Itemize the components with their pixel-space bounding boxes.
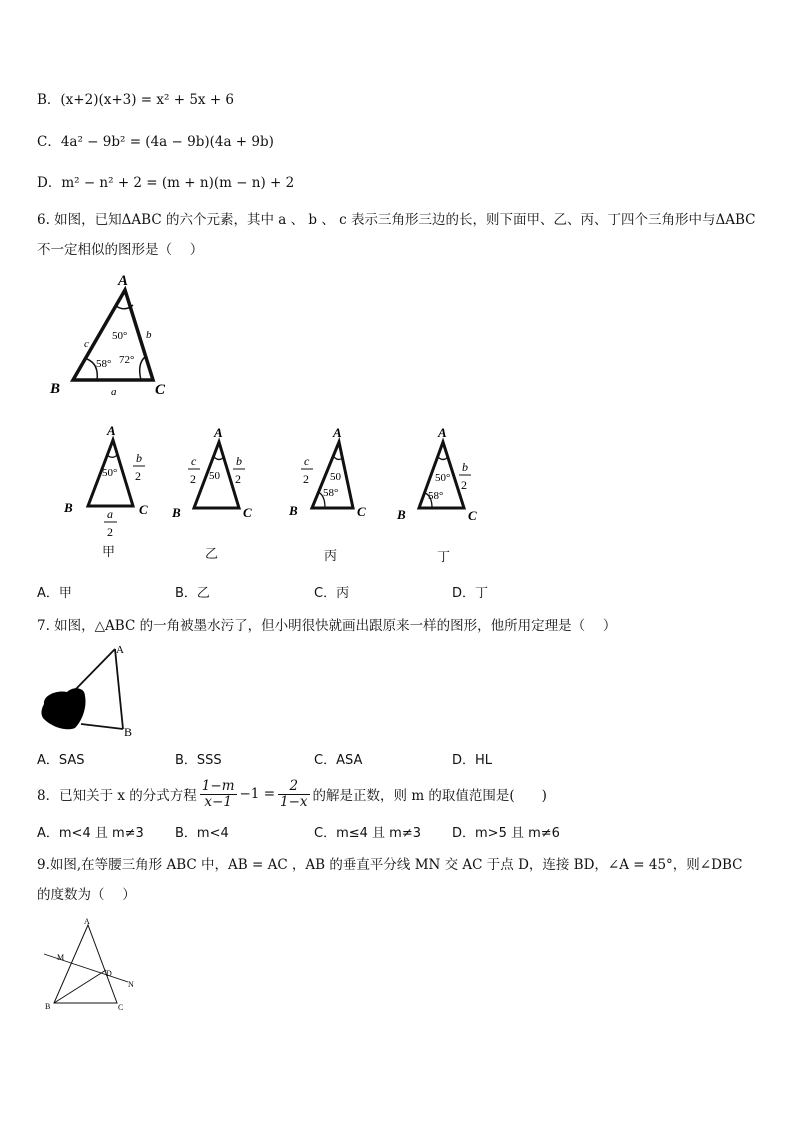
q6-caption-jia: 甲 xyxy=(102,545,116,560)
jia-label-c: C xyxy=(139,502,148,517)
q9-label-c: C xyxy=(118,1003,124,1012)
ding-label-c: C xyxy=(468,508,477,523)
ding-label-a: A xyxy=(438,425,447,440)
ding-right-den: 2 xyxy=(461,478,467,492)
jia-bottom-num: a xyxy=(107,507,113,521)
q9-label-b: B xyxy=(45,1002,51,1011)
q8-option-b: B．m<4 xyxy=(175,826,229,841)
q7-ink-triangle-figure xyxy=(35,640,145,740)
q6-figure-yi xyxy=(170,420,270,530)
q6-caption-yi: 乙 xyxy=(205,547,219,562)
jia-label-a: A xyxy=(107,423,116,438)
q8-fraction-1 xyxy=(200,779,237,810)
q9-triangle-abc xyxy=(54,925,117,1003)
yi-right-den: 2 xyxy=(235,472,241,486)
bing-label-c: C xyxy=(357,504,366,519)
bing-left-num: c xyxy=(304,454,310,468)
main-label-c: C xyxy=(155,382,166,398)
q8-mid: −1 = xyxy=(239,786,276,802)
q7-text: 7. 如图，△ABC 的一角被墨水污了，但小明很快就画出跟原来一样的图形，他所用定理是（ ） xyxy=(37,618,617,634)
q8-frac1-num: 1−m xyxy=(201,777,235,794)
ink-blot xyxy=(41,688,85,729)
yi-right-num: b xyxy=(236,454,242,468)
q8-frac2-den: 1−x xyxy=(280,793,308,810)
q9-label-m: M xyxy=(57,953,65,962)
q8-suffix: 的解是正数，则 m 的取值范围是( ) xyxy=(312,788,547,804)
q6-text-line2: 不一定相似的图形是（ ） xyxy=(37,242,204,258)
option-b-prev: B．(x+2)(x+3) = x² + 5x + 6 xyxy=(37,92,235,108)
main-label-a: A xyxy=(118,273,129,289)
main-angle-a: 50° xyxy=(112,330,128,342)
ding-angle-a: 50° xyxy=(435,472,451,484)
q6-caption-ding: 丁 xyxy=(437,550,451,565)
q6-figure-ding xyxy=(395,420,495,530)
q8-option-c: C．m≤4 且 m≠3 xyxy=(314,826,421,841)
ding-right-num: b xyxy=(462,460,468,474)
q8-fraction-2 xyxy=(278,779,310,810)
yi-label-c: C xyxy=(243,505,252,520)
q7-option-a: A．SAS xyxy=(37,753,85,768)
main-side-c: c xyxy=(84,338,89,350)
q7-label-b: B xyxy=(124,725,133,739)
q9-text-line1: 9.如图,在等腰三角形 ABC 中，AB = AC ，AB 的垂直平分线 MN 交 AC 于点 D，连接 BD，∠A = 45°，则∠DBC xyxy=(37,857,743,873)
bing-angle-a: 50 xyxy=(330,471,341,483)
q8-option-d: D．m>5 且 m≠6 xyxy=(452,826,560,841)
q6-caption-bing: 丙 xyxy=(324,549,338,564)
q9-label-a: A xyxy=(84,918,90,926)
q9-text-line2: 的度数为（ ） xyxy=(37,887,136,903)
option-c-prev: C．4a² − 9b² = (4a − 9b)(4a + 9b) xyxy=(37,134,274,150)
bing-label-a: A xyxy=(333,425,342,440)
bing-label-b: B xyxy=(289,503,298,518)
yi-label-a: A xyxy=(214,425,223,440)
jia-angle: 50° xyxy=(102,467,118,479)
q9-label-d: D xyxy=(106,969,112,978)
yi-left-den: 2 xyxy=(190,472,196,486)
main-angle-b: 58° xyxy=(96,358,112,370)
ding-label-b: B xyxy=(397,507,406,522)
q6-figure-jia xyxy=(55,420,165,540)
yi-left-num: c xyxy=(191,454,197,468)
q6-option-a: A．甲 xyxy=(37,586,72,601)
q7-label-a: A xyxy=(116,644,124,656)
q6-text-line1: 6. 如图，已知ΔABC 的六个元素，其中 a 、 b 、 c 表示三角形三边的长，则下面甲、乙、丙、丁四个三角形中与ΔABC xyxy=(37,212,756,228)
q6-figure-bing xyxy=(285,420,385,530)
option-d-prev: D．m² − n² + 2 = (m + n)(m − n) + 2 xyxy=(37,175,295,191)
jia-right-num: b xyxy=(136,451,142,465)
jia-bottom-den: 2 xyxy=(107,525,113,539)
bing-angle-b: 58° xyxy=(323,487,339,499)
q7-side-ab-left xyxy=(73,649,115,692)
q9-segment-bd xyxy=(54,970,106,1003)
q6-main-triangle-figure xyxy=(45,268,175,403)
q7-option-d: D．HL xyxy=(452,753,493,768)
main-side-b: b xyxy=(146,329,152,341)
ding-angle-b: 58° xyxy=(428,490,444,502)
angle-arc-c xyxy=(140,357,145,380)
main-side-a: a xyxy=(111,386,117,398)
yi-angle: 50 xyxy=(209,470,220,482)
jia-label-b: B xyxy=(64,500,73,515)
q6-option-c: C．丙 xyxy=(314,586,350,601)
bing-left-den: 2 xyxy=(303,472,309,486)
q9-label-n: N xyxy=(128,980,134,989)
q7-side-ab xyxy=(115,649,123,729)
q6-option-d: D．丁 xyxy=(452,586,489,601)
main-angle-c: 72° xyxy=(119,354,135,366)
main-label-b: B xyxy=(50,381,61,397)
q8-prefix: 8．已知关于 x 的分式方程 xyxy=(37,788,197,804)
q8-frac2-num: 2 xyxy=(278,779,310,795)
yi-label-b: B xyxy=(172,505,181,520)
q8-frac1-den: x−1 xyxy=(204,793,232,810)
q6-option-b: B．乙 xyxy=(175,586,210,601)
jia-right-den: 2 xyxy=(135,469,141,483)
q7-option-b: B．SSS xyxy=(175,753,222,768)
q8-text xyxy=(37,775,547,813)
q8-option-a: A．m<4 且 m≠3 xyxy=(37,826,144,841)
q7-side-bottom xyxy=(81,724,123,729)
q9-isosceles-figure xyxy=(40,918,150,1018)
q7-option-c: C．ASA xyxy=(314,753,363,768)
